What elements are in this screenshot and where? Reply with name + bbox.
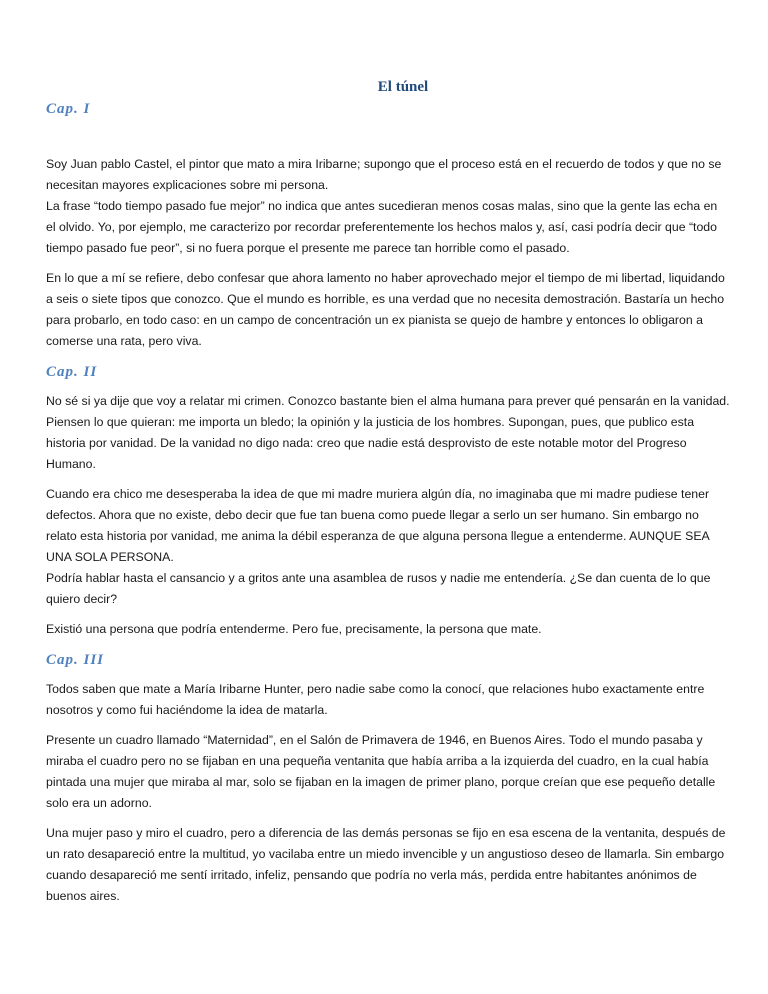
paragraph	[46, 484, 730, 610]
chapter-heading-3: Cap. III	[46, 652, 105, 668]
paragraph	[46, 619, 730, 640]
paragraph	[46, 154, 730, 259]
paragraph	[46, 268, 730, 352]
paragraph-line: En lo que a mí se refiere, debo confesar que ahora lamento no haber aprovechado mejor el tiempo de mi libertad, liquidando a seis o siete tipos que conozco. Que el mundo es horrible, es una verdad que no necesita demostración. Bastaría un hecho para probarlo, en todo caso: en un campo de concentración un ex pianista se quejo de hambre y entonces lo obligaron a comerse una rata, pero viva.	[46, 271, 725, 348]
paragraph-line: La frase “todo tiempo pasado fue mejor” no indica que antes sucedieran menos cosas malas, sino que la gente las echa en el olvido. Yo, por ejemplo, me caracterizo por recordar preferentemente los hechos malos y, así, casi podría decir que “todo tiempo pasado fue peor”, si no fuera porque el presente me parece tan horrible como el pasado.	[46, 199, 718, 255]
document-page	[46, 72, 730, 916]
document-title: El túnel	[377, 79, 429, 95]
paragraph-line: Presente un cuadro llamado “Maternidad”, en el Salón de Primavera de 1946, en Buenos Aires. Todo el mundo pasaba y miraba el cuadro pero no se fijaban en una pequeña ventanita que había arriba a la izquierda del cuadro, en la cual había pintada una mujer que miraba al mar, solo se fijaban en la imagen de primer plano, porque creían que ese pequeño detalle solo era un adorno.	[46, 733, 716, 810]
paragraph-line: Todos saben que mate a María Iribarne Hunter, pero nadie sabe como la conocí, que relaciones hubo exactamente entre nosotros y como fui haciéndome la idea de matarla.	[46, 682, 705, 717]
paragraph	[46, 679, 730, 721]
paragraph	[46, 823, 730, 907]
paragraph-line: Cuando era chico me desesperaba la idea de que mi madre muriera algún día, no imaginaba que mi madre pudiese tener defectos. Ahora que no existe, debo decir que fue tan buena como puede llegar a serlo un ser humano. Sin embargo no relato esta historia por vanidad, me anima la débil esperanza de que alguna persona llegue a entenderme. AUNQUE SEA UNA SOLA PERSONA.	[46, 487, 710, 564]
chapter-heading-2: Cap. II	[46, 364, 98, 380]
paragraph-line: Podría hablar hasta el cansancio y a gritos ante una asamblea de rusos y nadie me entendería. ¿Se dan cuenta de lo que quiero decir?	[46, 571, 711, 606]
paragraph-line: Existió una persona que podría entenderme. Pero fue, precisamente, la persona que mate.	[46, 622, 542, 636]
paragraph	[46, 730, 730, 814]
chapter-heading-1: Cap. I	[46, 101, 91, 117]
paragraph-line: Soy Juan pablo Castel, el pintor que mato a mira Iribarne; supongo que el proceso está en el recuerdo de todos y que no se necesitan mayores explicaciones sobre mi persona.	[46, 157, 722, 192]
paragraph-line: No sé si ya dije que voy a relatar mi crimen. Conozco bastante bien el alma humana para prever qué pensarán en la vanidad. Piensen lo que quieran: me importa un bledo; la opinión y la justicia de los hombres. Supongan, pues, que publico esta historia por vanidad. De la vanidad no digo nada: creo que nadie está desprovisto de este notable motor del Progreso Humano.	[46, 394, 730, 471]
paragraph-line: Una mujer paso y miro el cuadro, pero a diferencia de las demás personas se fijo en esa escena de la ventanita, después de un rato desapareció entre la multitud, yo vacilaba entre un miedo invencible y un angustioso deseo de llamarla. Sin embargo cuando desapareció me sentí irritado, infeliz, pensando que podría no verla más, perdida entre habitantes anónimos de buenos aires.	[46, 826, 726, 903]
paragraph	[46, 391, 730, 475]
